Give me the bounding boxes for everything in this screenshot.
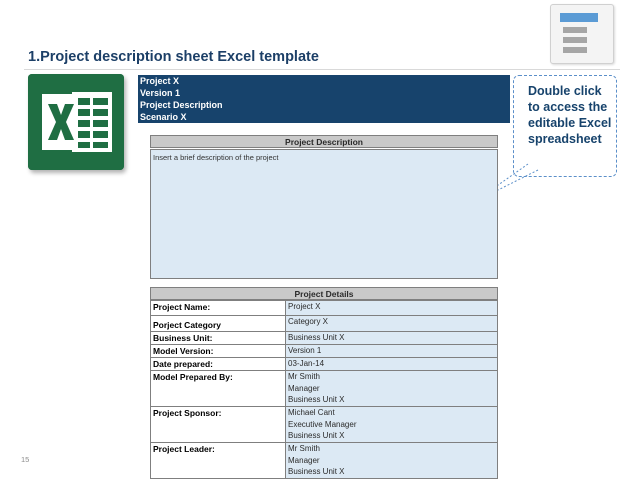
date-prepared-field[interactable]: 03-Jan-14 <box>286 358 498 371</box>
project-details-table <box>150 300 498 479</box>
prepared-by-field[interactable]: Mr Smith Manager Business Unit X <box>286 371 498 407</box>
row-label: Project Sponsor: <box>151 407 286 443</box>
table-row <box>151 316 498 332</box>
row-label: Project Leader: <box>151 443 286 479</box>
model-version-field[interactable]: Version 1 <box>286 345 498 358</box>
page-number: 15 <box>21 455 30 464</box>
row-label: Model Version: <box>151 345 286 358</box>
project-name-field[interactable]: Project X <box>286 301 498 316</box>
project-sponsor-field[interactable]: Michael Cant Executive Manager Business Unit X <box>286 407 498 443</box>
project-leader-field[interactable]: Mr Smith Manager Business Unit X <box>286 443 498 479</box>
details-section-header: Project Details <box>150 287 498 300</box>
row-label: Date prepared: <box>151 358 286 371</box>
project-header-block <box>138 75 510 123</box>
title-divider <box>24 69 620 70</box>
row-label: Business Unit: <box>151 332 286 345</box>
row-label: Project Name: <box>151 301 286 316</box>
header-project-name: Project X <box>140 76 180 86</box>
header-version: Version 1 <box>140 88 181 98</box>
table-row <box>151 407 498 443</box>
table-row <box>151 301 498 316</box>
table-row <box>151 358 498 371</box>
table-row <box>151 332 498 345</box>
description-section-header: Project Description <box>150 135 498 148</box>
table-row <box>151 345 498 358</box>
header-scenario: Scenario X <box>140 112 187 122</box>
excel-logo-icon[interactable] <box>28 74 124 170</box>
row-label: Model Prepared By: <box>151 371 286 407</box>
project-category-field[interactable]: Category X <box>286 316 498 332</box>
callout-box: Double click to access the editable Excel spreadsheet <box>513 75 617 177</box>
description-textarea[interactable]: Insert a brief description of the project <box>150 149 498 279</box>
business-unit-field[interactable]: Business Unit X <box>286 332 498 345</box>
header-sheet-name: Project Description <box>140 100 223 110</box>
table-row <box>151 443 498 479</box>
document-icon <box>550 4 614 64</box>
slide-title: 1.Project description sheet Excel template <box>28 49 319 65</box>
table-row <box>151 371 498 407</box>
row-label: Porject Category <box>151 316 286 332</box>
